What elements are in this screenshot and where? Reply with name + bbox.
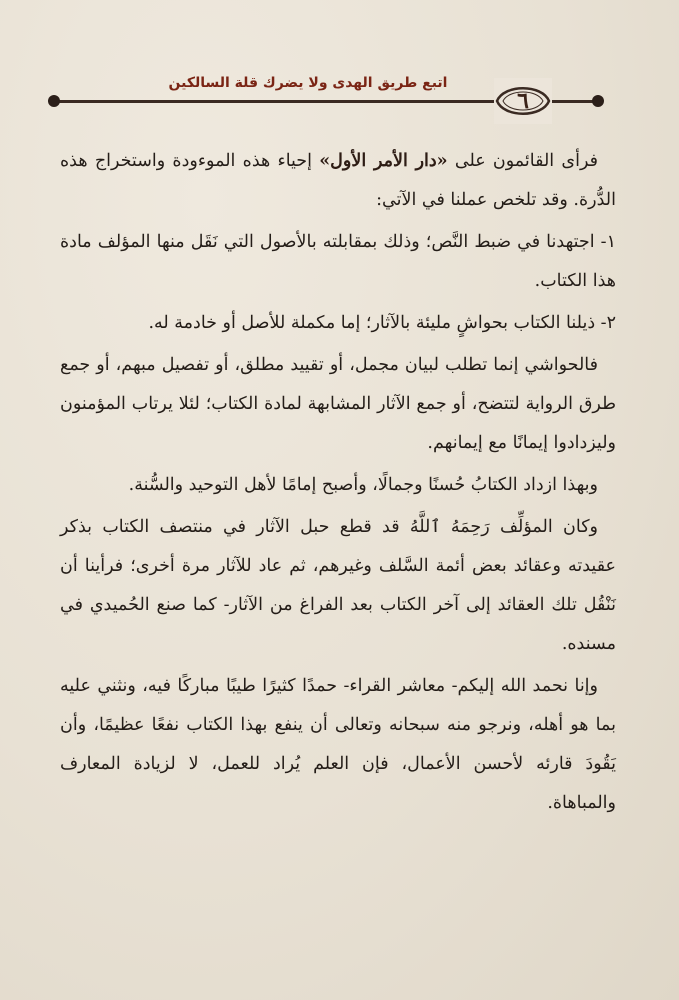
list-item-2: ٢- ذيلنا الكتاب بحواشٍ مليئة بالآثار؛ إما مكملة للأصل أو خادمة له. <box>148 313 616 333</box>
paragraph-1 <box>60 142 616 220</box>
page-number-badge <box>494 78 552 124</box>
paragraph-1-start: فرأى القائمون على <box>447 151 598 171</box>
body-text <box>60 142 616 826</box>
publisher-name: «دار الأمر الأول» <box>319 151 448 171</box>
paragraph-footnotes: فالحواشي إنما تطلب لبيان مجمل، أو تقييد مطلق، أو تفصيل مبهم، أو جمع طرق الرواية لتتضح، أو جمع الآثار المشابهة لمادة الكتاب؛ لئلا يرتاب المؤمنون وليزدادوا إيمانًا مع إيمانهم. <box>60 355 616 453</box>
paragraph-closing: وإنا نحمد الله إليكم- معاشر القراء- حمدًا كثيرًا طيبًا مباركًا فيه، ونثني عليه بما هو أهله، ونرجو منه سبحانه وتعالى أن ينفع بهذا الكتاب نفعًا عظيمًا، وأن يَقُودَ قارئه لأحسن الأعمال، فإن العلم يُراد للعمل، لا لزيادة المعارف والمباهاة. <box>60 676 616 813</box>
page-number: ٦ <box>517 88 529 114</box>
list-item-1: ١- اجتهدنا في ضبط النَّص؛ وذلك بمقابلته بالأصول التي نَقَل منها المؤلف مادة هذا الكتاب. <box>60 232 616 291</box>
paragraph-beauty: وبهذا ازداد الكتابُ حُسنًا وجمالًا، وأصبح إمامًا لأهل التوحيد والسُّنة. <box>128 475 598 495</box>
header-dot-right <box>592 95 604 107</box>
running-title: اتبع طريق الهدى ولا يضرك قلة السالكين <box>168 75 448 91</box>
paragraph-author: وكان المؤلِّف رَحِمَهُ ٱللَّهُ قد قطع حبل الآثار في منتصف الكتاب بذكر عقيدته وعقائد بعض أئمة السَّلف وغيرهم، ثم عاد للآثار مرة أخرى؛ فرأينا أن نَنْقُل تلك العقائد إلى آخر الكتاب بعد الفراغ من الآثار- كما صنع الحُميدي في مسنده. <box>60 517 616 654</box>
header-dot-left <box>48 95 60 107</box>
page-header <box>48 72 604 128</box>
paragraph-1-end: إحياء هذه الموءودة واستخراج هذه الدُّرة. وقد تلخص عملنا في الآتي: <box>60 151 616 210</box>
